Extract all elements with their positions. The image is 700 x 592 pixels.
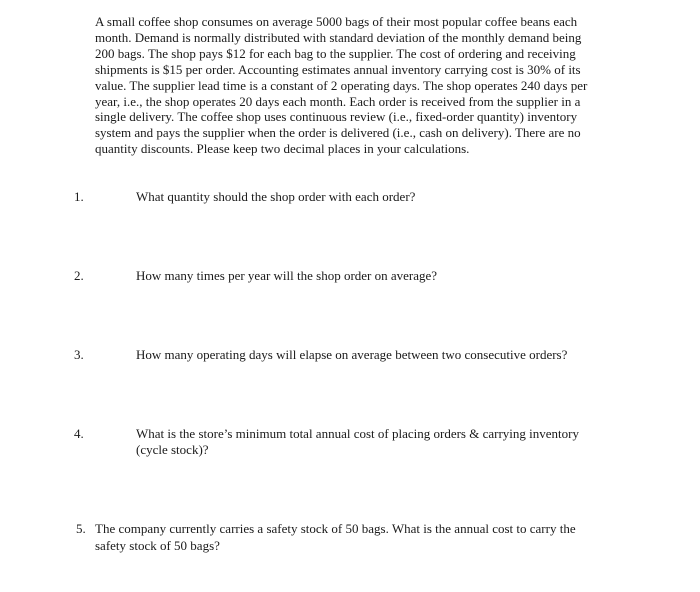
problem-statement [95,14,625,157]
question-4-number: 4. [74,426,84,441]
question-line: How many operating days will elapse on average between two consecutive orders? [136,347,568,362]
problem-statement-line: month. Demand is normally distributed with standard deviation of the monthly demand being [95,29,582,45]
problem-statement-line: value. The supplier lead time is a constant of 2 operating days. The shop operates 240 days per [95,77,588,93]
question-1-number: 1. [74,189,84,204]
problem-statement-line: single delivery. The coffee shop uses continuous review (i.e., fixed-order quantity) inventory [95,109,578,125]
problem-statement-line: A small coffee shop consumes on average 5000 bags of their most popular coffee beans each [95,14,578,29]
problem-statement-line: system and pays the supplier when the order is delivered (i.e., cash on delivery). There are no [95,125,581,141]
problem-statement-line: shipments is $15 per order. Accounting estimates annual inventory carrying cost is 30% of its [95,61,581,77]
question-2-number: 2. [74,268,84,283]
question-line: How many times per year will the shop order on average? [136,268,438,283]
problem-statement-line: year, i.e., the shop operates 20 days each month. Each order is received from the supplier in a [95,93,581,109]
question-3-number: 3. [74,347,84,362]
question-4-text [136,426,616,458]
question-5-number: 5. [76,521,86,536]
problem-statement-line: quantity discounts. Please keep two decimal places in your calculations. [95,141,470,157]
question-line: (cycle stock)? [136,442,209,457]
question-1-text [136,189,616,205]
problem-statement-line: 200 bags. The shop pays $12 for each bag to the supplier. The cost of ordering and receiving [95,45,576,61]
question-line: What is the store’s minimum total annual cost of placing orders & carrying inventory [136,426,579,441]
question-3-text [136,347,616,363]
question-5-text [95,520,615,554]
question-2-text [136,268,616,284]
question-line: safety stock of 50 bags? [95,538,220,553]
question-line: What quantity should the shop order with each order? [136,189,416,204]
question-line: The company currently carries a safety stock of 50 bags. What is the annual cost to carry the [95,521,576,536]
